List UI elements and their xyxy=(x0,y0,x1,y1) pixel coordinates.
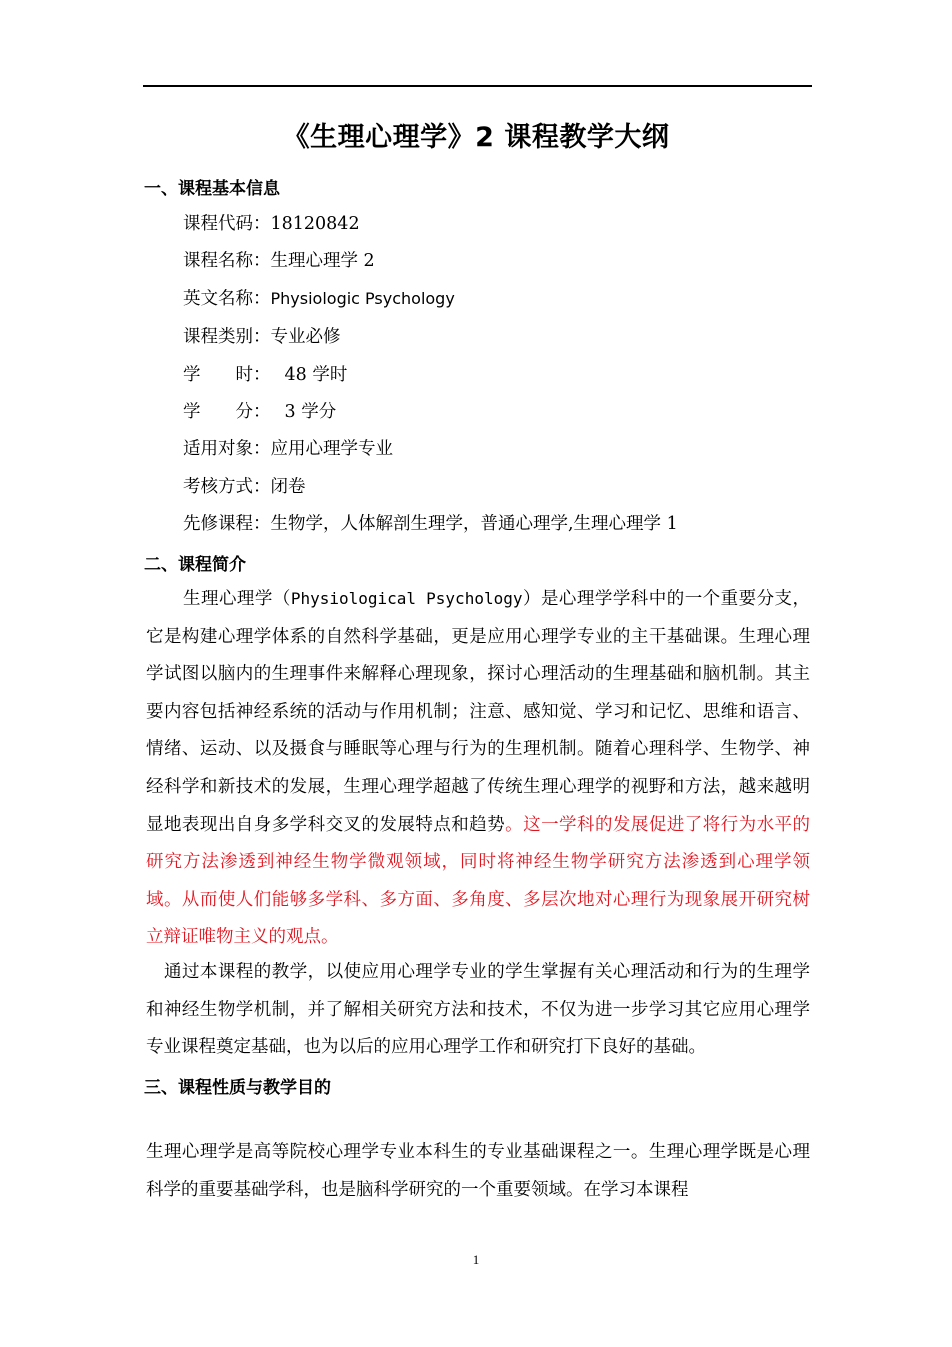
info-label: 课程类别： xyxy=(183,327,271,347)
info-label: 考核方式： xyxy=(183,477,271,497)
section-heading-intro: 二、课程简介 xyxy=(144,555,246,575)
intro-english-term: Physiological Psychology xyxy=(290,589,523,608)
info-row-course-code xyxy=(183,210,360,235)
info-label: 学 分： xyxy=(183,402,271,422)
info-row-audience xyxy=(183,435,393,460)
info-row-prerequisites xyxy=(183,510,678,535)
info-value: 3 学分 xyxy=(284,402,337,422)
info-value: 48 学时 xyxy=(284,365,348,385)
info-value: Physiologic Psychology xyxy=(270,289,455,308)
section-heading-basic-info: 一、课程基本信息 xyxy=(144,179,280,199)
info-label: 适用对象： xyxy=(183,439,271,459)
intro-highlight-text: 。这一学科的发展促进了将行为水平的研究方法渗透到神经生物学微观领域，同时将神经生物学研究方法渗透到心理学领域。从而使人们能够多学科、多方面、多角度、多层次地对心理行为现象展开研究树立辩证唯物主义的观点。 xyxy=(146,814,811,948)
page-number: 1 xyxy=(472,1252,480,1267)
info-value: 专业必修 xyxy=(270,327,341,347)
info-value: 应用心理学专业 xyxy=(270,439,393,459)
header-rule xyxy=(143,85,812,87)
info-row-english-name xyxy=(183,285,455,310)
intro-text-body: ）是心理学学科中的一个重要分支，它是构建心理学体系的自然科学基础，更是应用心理学专业的主干基础课。生理心理学试图以脑内的生理事件来解释心理现象，探讨心理活动的生理基础和脑机制。其主要内容包括神经系统的活动与作用机制；注意、感知觉、学习和记忆、思维和语言、情绪、运动、以及摄食与睡眠等心理与行为的生理机制。随着心理科学、生物学、神经科学和新技术的发展，生理心理学超越了传统生理心理学的视野和方法，越来越明显地表现出自身多学科交叉的发展特点和趋势 xyxy=(146,589,811,835)
intro-paragraph-goals: 通过本课程的教学，以使应用心理学专业的学生掌握有关心理活动和行为的生理学和神经生物学机制，并了解相关研究方法和技术，不仅为进一步学习其它应用心理学专业课程奠定基础，也为以后的应用心理学工作和研究打下良好的基础。 xyxy=(146,962,810,1058)
info-row-course-name xyxy=(183,247,375,272)
info-label: 英文名称： xyxy=(183,289,271,309)
intro-text-start: 生理心理学（ xyxy=(183,589,291,609)
info-value: 18120842 xyxy=(270,214,360,234)
info-row-course-type xyxy=(183,323,341,348)
info-label: 课程名称： xyxy=(183,251,271,271)
info-row-hours xyxy=(183,361,347,386)
info-row-credits xyxy=(183,398,336,423)
info-row-assessment xyxy=(183,473,306,498)
section-heading-nature: 三、课程性质与教学目的 xyxy=(144,1078,331,1098)
info-label: 课程代码： xyxy=(183,214,271,234)
document-title: 《生理心理学》2 课程教学大纲 xyxy=(282,122,670,153)
intro-paragraph xyxy=(146,580,810,957)
info-label: 学 时： xyxy=(183,365,271,385)
info-value: 生理心理学 2 xyxy=(270,251,375,271)
info-label: 先修课程： xyxy=(183,514,271,534)
info-value: 闭卷 xyxy=(270,477,306,497)
info-value: 生物学，人体解剖生理学，普通心理学,生理心理学 1 xyxy=(270,514,678,534)
nature-paragraph: 生理心理学是高等院校心理学专业本科生的专业基础课程之一。生理心理学既是心理科学的重要基础学科，也是脑科学研究的一个重要领域。在学习本课程 xyxy=(146,1142,810,1200)
